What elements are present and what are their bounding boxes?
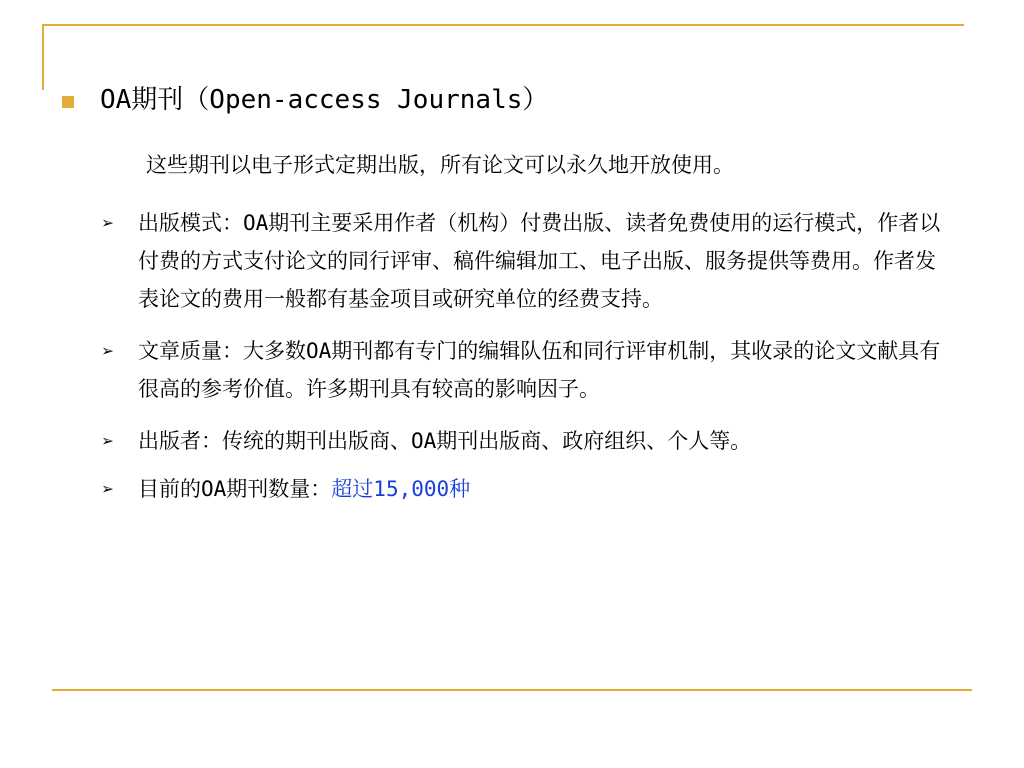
bullet-text-article-quality: 文章质量：大多数OA期刊都有专门的编辑队伍和同行评审机制，其收录的论文文献具有很高的参考价值。许多期刊具有较高的影响因子。 [138, 339, 941, 401]
square-bullet-icon [62, 96, 74, 108]
bullet-text-publishers: 出版者：传统的期刊出版商、OA期刊出版商、政府组织、个人等。 [138, 429, 752, 453]
arrow-bullet-icon: ➢ [102, 339, 115, 363]
list-item [102, 470, 982, 508]
journal-count-highlight: 超过15,000种 [331, 477, 471, 501]
list-item [102, 332, 982, 408]
top-border-line [42, 24, 964, 26]
list-item [102, 204, 982, 318]
left-border-line [42, 24, 44, 90]
heading-row [62, 80, 548, 120]
journal-count-label: 目前的OA期刊数量： [138, 477, 332, 501]
arrow-bullet-icon: ➢ [102, 477, 115, 501]
arrow-bullet-icon: ➢ [102, 429, 115, 453]
bullet-list [102, 204, 982, 522]
bullet-text-journal-count [138, 470, 470, 508]
list-item [102, 422, 982, 460]
bottom-border-line [52, 689, 972, 691]
bullet-text-publishing-model: 出版模式：OA期刊主要采用作者（机构）付费出版、读者免费使用的运行模式，作者以付费的方式支付论文的同行评审、稿件编辑加工、电子出版、服务提供等费用。作者发表论文的费用一般都有基金项目或研究单位的经费支持。 [138, 211, 941, 311]
arrow-bullet-icon: ➢ [102, 211, 115, 235]
slide-heading: OA期刊（Open-access Journals） [100, 85, 549, 115]
intro-text: 这些期刊以电子形式定期出版，所有论文可以永久地开放使用。 [146, 153, 734, 177]
